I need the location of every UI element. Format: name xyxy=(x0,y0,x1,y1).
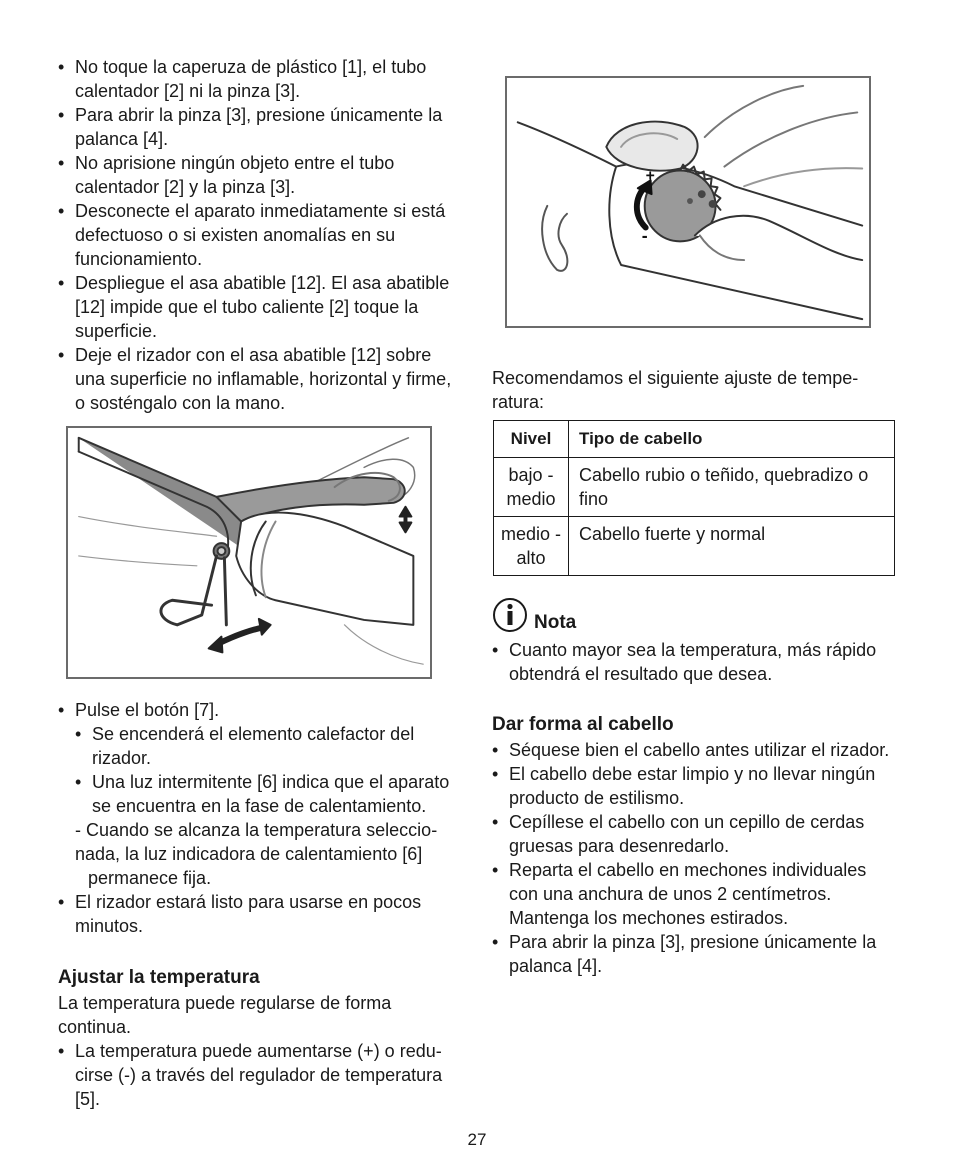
dial-plus-label: + xyxy=(645,167,655,185)
list-item: • Reparta el cabello en mechones individuales con una anchura de unos 2 centímetros. Mantenga los mechones estirados. xyxy=(492,858,897,930)
temperature-table xyxy=(493,420,895,576)
shape-heading: Dar forma al cabello xyxy=(492,714,674,735)
table-header-hair-type: Tipo de cabello xyxy=(569,421,895,458)
table-header-row xyxy=(494,421,895,458)
list-item: • Séquese bien el cabello antes utilizar el rizador. xyxy=(492,738,897,762)
adjust-section xyxy=(58,965,463,1111)
recommend-text: Recomendamos el siguiente ajuste de tempe- ratura: xyxy=(492,368,859,412)
nota-bullet-list xyxy=(492,638,897,686)
list-item: • El rizador estará listo para usarse en pocos minutos. xyxy=(58,890,463,938)
list-item: • Cuanto mayor sea la temperatura, más rápido obtendrá el resultado que desea. xyxy=(492,638,897,686)
adjust-heading: Ajustar la temperatura xyxy=(58,967,260,988)
list-item: • Para abrir la pinza [3], presione únicamente la palanca [4]. xyxy=(58,103,463,151)
shape-bullet-list xyxy=(492,738,897,978)
nota-header xyxy=(492,597,897,633)
list-item: • Cepíllese el cabello con un cepillo de cerdas gruesas para desenredarlo. xyxy=(492,810,897,858)
press-button-text: Pulse el botón [7]. xyxy=(75,700,220,720)
table-cell-hair-type: Cabello fuerte y normal xyxy=(569,517,895,576)
sub-list-item: • Una luz intermitente [6] indica que el aparato se encuentra en la fase de calentamiento. xyxy=(75,770,463,818)
list-item: • Desconecte el aparato inmediatamente si está defectuoso o si existen anomalías en su funcionamiento. xyxy=(58,199,463,271)
list-item: • No aprisione ningún objeto entre el tubo calentador [2] y la pinza [3]. xyxy=(58,151,463,199)
adjust-intro: La temperatura puede regularse de forma continua. xyxy=(58,993,392,1037)
sub-list-item xyxy=(75,818,463,890)
table-cell-level: medio - alto xyxy=(494,517,569,576)
list-item xyxy=(58,698,463,890)
nota-section xyxy=(492,597,897,686)
stand-drawing xyxy=(68,428,430,677)
nota-heading: Nota xyxy=(534,612,577,633)
list-item: • Para abrir la pinza [3], presione únicamente la palanca [4]. xyxy=(492,930,897,978)
list-item: • Despliegue el asa abatible [12]. El asa abatible [12] impide que el tubo caliente [2] toque la superficie. xyxy=(58,271,463,343)
adjust-bullet-list xyxy=(58,1039,463,1111)
sub-list-item: • Se encenderá el elemento calefactor del rizador. xyxy=(75,722,463,770)
dial-minus-label: - xyxy=(641,225,648,246)
list-item: • Deje el rizador con el asa abatible [12] sobre una superficie no inflamable, horizontal y firme, o sosténgalo con la mano. xyxy=(58,343,463,415)
operation-bullet-list xyxy=(58,698,463,938)
info-icon xyxy=(492,597,528,633)
table-header-level: Nivel xyxy=(494,421,569,458)
list-item: • El cabello debe estar limpio y no llevar ningún producto de estilismo. xyxy=(492,762,897,810)
temperature-dial-illustration xyxy=(505,76,871,328)
table-cell-level: bajo - medio xyxy=(494,458,569,517)
list-item: • La temperatura puede aumentarse (+) o redu- cirse (-) a través del regulador de temperatura [5]. xyxy=(58,1039,463,1111)
table-row xyxy=(494,517,895,576)
dial-drawing xyxy=(507,78,869,326)
list-item: • No toque la caperuza de plástico [1], el tubo calentador [2] ni la pinza [3]. xyxy=(58,55,463,103)
table-row xyxy=(494,458,895,517)
table-cell-hair-type: Cabello rubio o teñido, quebradizo o fino xyxy=(569,458,895,517)
safety-bullet-list xyxy=(58,55,463,415)
stand-illustration xyxy=(66,426,432,679)
sub-wrap-first: - Cuando se alcanza la temperatura seleccio- xyxy=(75,820,438,840)
page-number: 27 xyxy=(467,1130,487,1149)
sub-list xyxy=(75,722,463,890)
sub-wrap-rest: permanece fija. xyxy=(88,868,212,888)
sub-wrap-second: nada, la luz indicadora de calentamiento [6] xyxy=(75,844,423,864)
shape-section xyxy=(492,712,897,978)
